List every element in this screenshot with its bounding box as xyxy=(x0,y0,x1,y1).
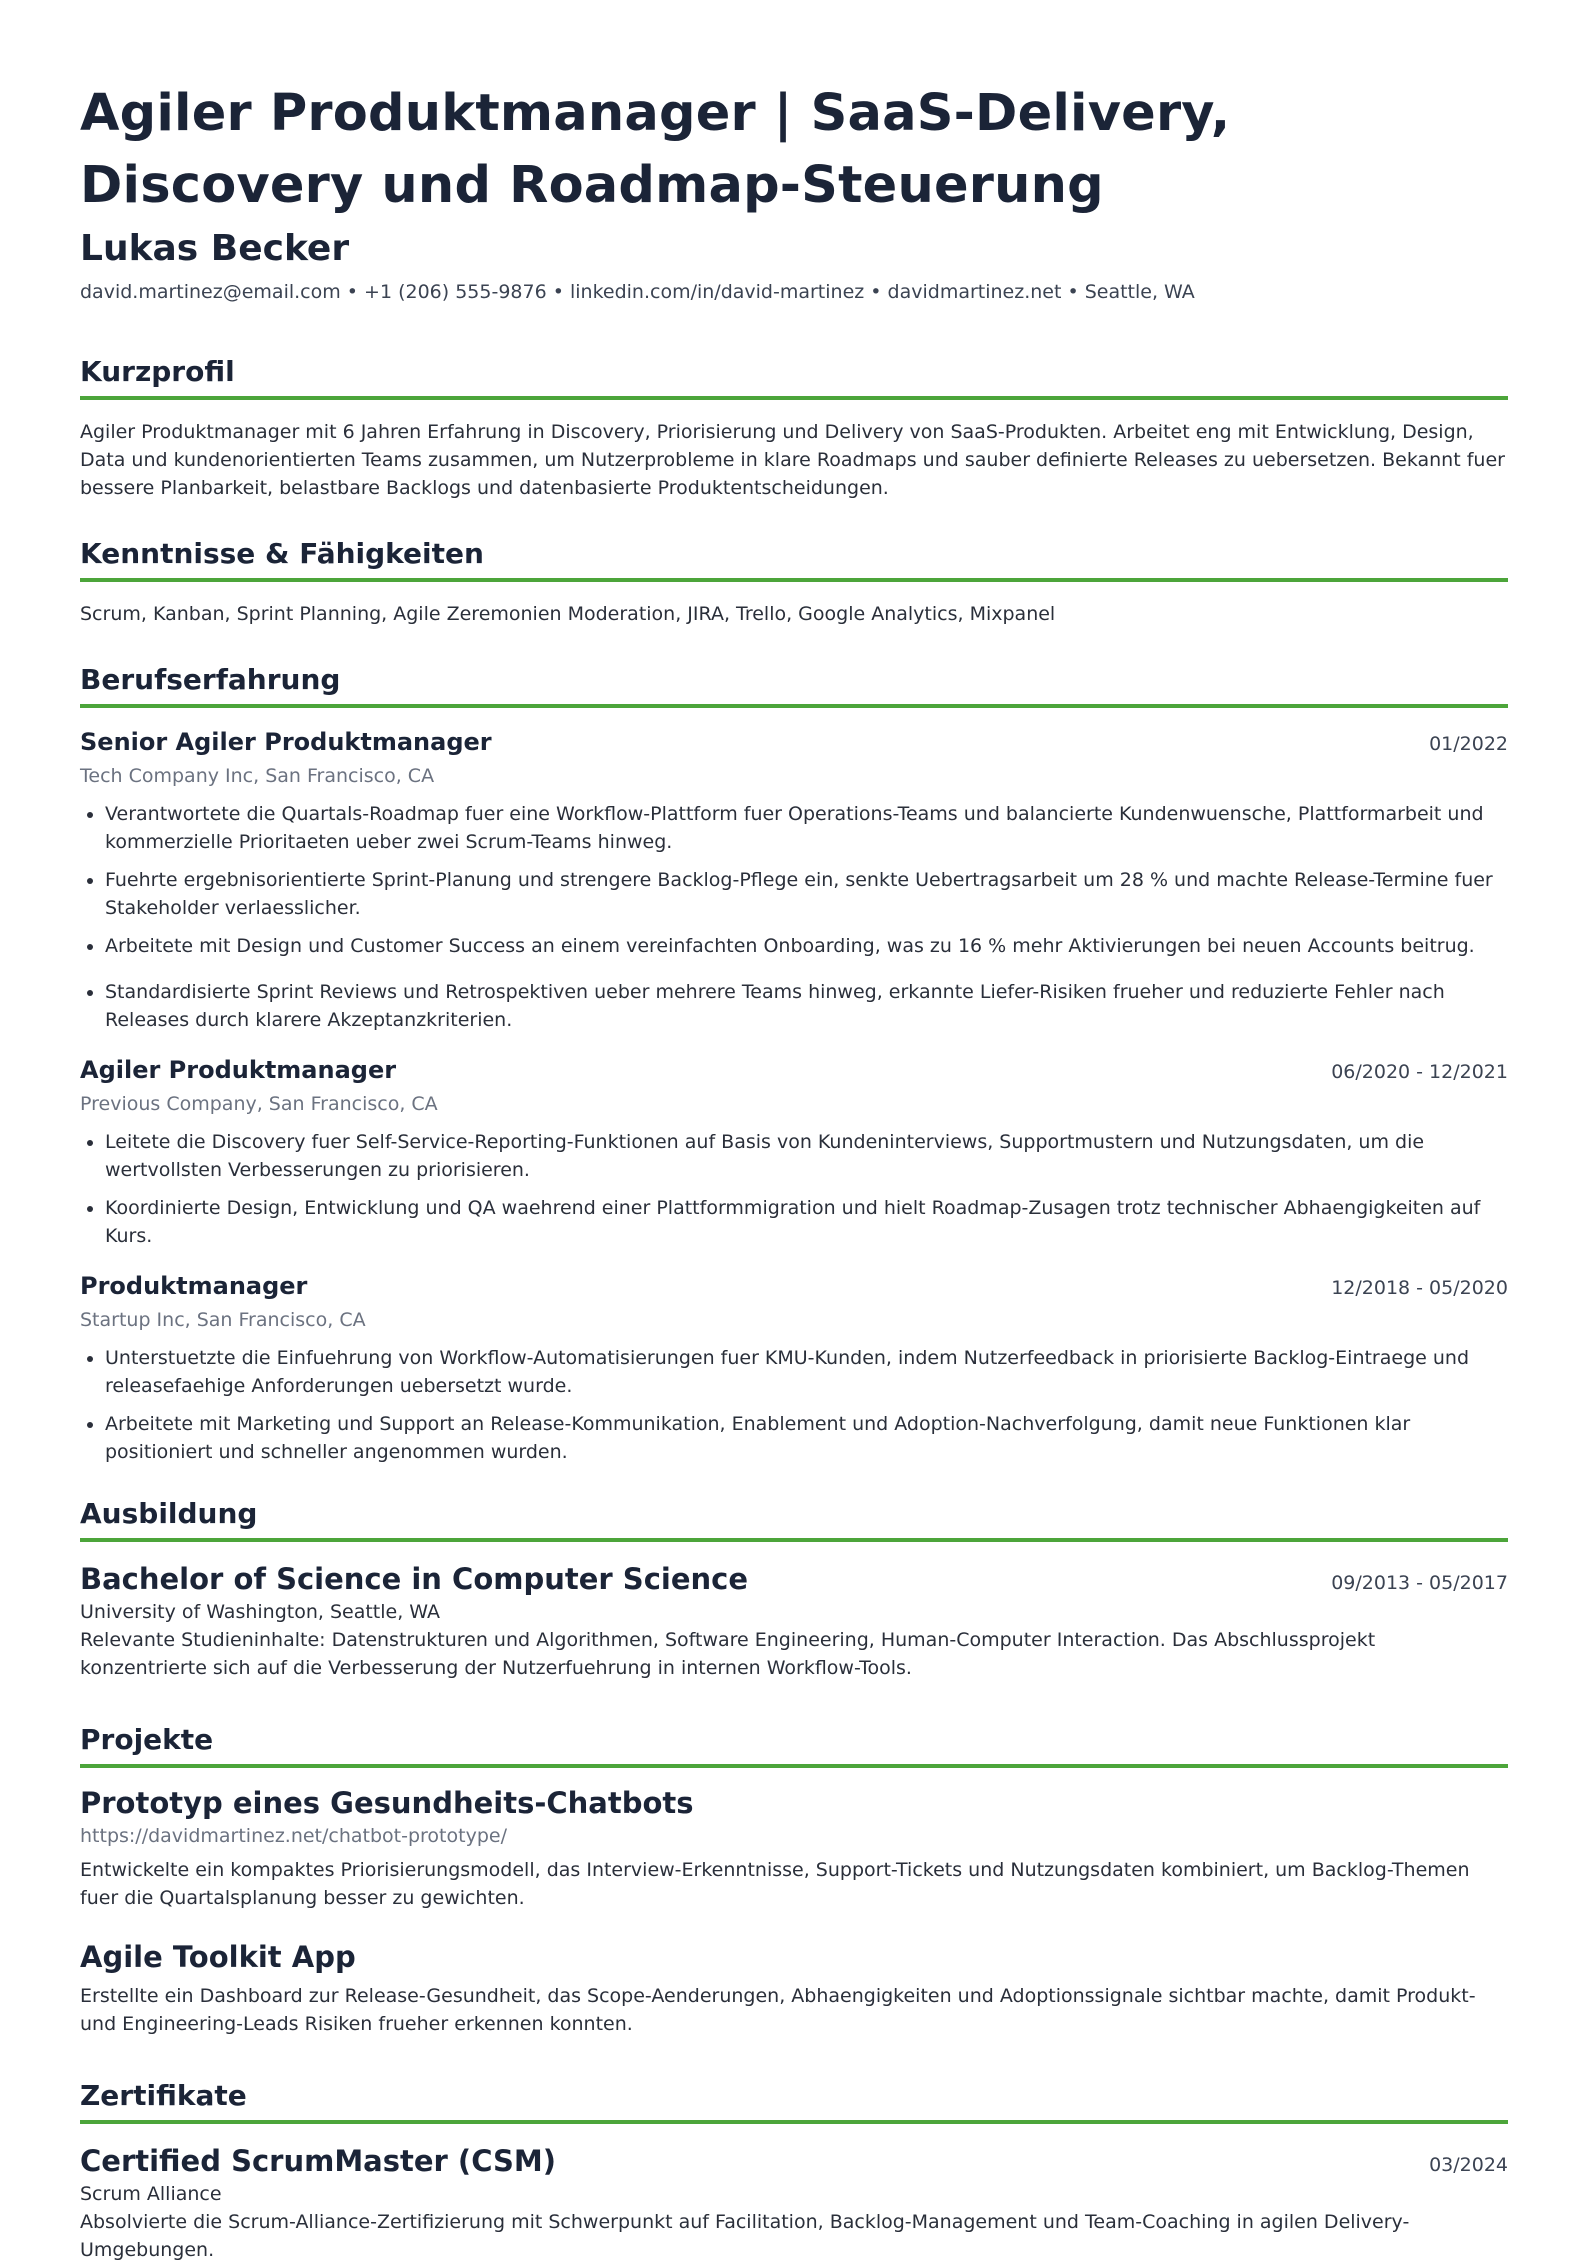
skills-text: Scrum, Kanban, Sprint Planning, Agile Zeremonien Moderation, JIRA, Trello, Google Analytics, Mixpanel xyxy=(80,603,1056,625)
certificates-heading: Zertifikate xyxy=(80,2078,1508,2124)
degree-title: Bachelor of Science in Computer Science xyxy=(80,1562,748,1596)
job-bullet: • Fuehrte ergebnisorientierte Sprint-Planung und strengere Backlog-Pflege ein, senkte Uebertragsarbeit um 28 % und machte Release-Termine fuer Stakeholder verlaesslicher. xyxy=(105,866,1508,922)
summary-text: Agiler Produktmanager mit 6 Jahren Erfahrung in Discovery, Priorisierung und Delivery von SaaS-Produkten. Arbeitet eng mit Entwicklung, Design, Data und kundenorientierten Teams zusammen, um Nutzerprobleme in klare Roadmaps und sauber definierte Releases zu uebersetzen. Bekannt fuer bessere Planbarkeit, belastbare Backlogs und datenbasierte Produktentscheidungen. xyxy=(80,421,1505,499)
experience-heading: Berufserfahrung xyxy=(80,662,1508,708)
certificate-entry xyxy=(80,2142,1508,2264)
certificate-title: Certified ScrumMaster (CSM) xyxy=(80,2144,557,2178)
project-entry xyxy=(80,1784,1508,1912)
summary-heading: Kurzprofil xyxy=(80,354,1508,400)
certificate-description: Absolvierte die Scrum-Alliance-Zertifizierung mit Schwerpunkt auf Facilitation, Backlog-Management und Team-Coaching in agilen Delivery-Umgebungen. xyxy=(80,2211,1410,2261)
job-bullet: • Verantwortete die Quartals-Roadmap fuer eine Workflow-Plattform fuer Operations-Teams und balancierte Kundenwuensche, Plattformarbeit und kommerzielle Prioritaeten ueber zwei Scrum-Teams hinweg. xyxy=(105,800,1508,856)
skills-heading: Kenntnisse & Fähigkeiten xyxy=(80,536,1508,582)
job-entry xyxy=(80,726,1508,1034)
job-bullet: • Arbeitete mit Marketing und Support an Release-Kommunikation, Enablement und Adoption-Nachverfolgung, damit neue Funktionen klar positioniert und schneller angenommen wurden. xyxy=(105,1410,1508,1466)
project-title: Agile Toolkit App xyxy=(80,1940,356,1974)
job-title: Senior Agiler Produktmanager xyxy=(80,728,492,756)
job-bullets xyxy=(80,1344,1508,1466)
resume-title: Agiler Produktmanager | SaaS-Delivery, Discovery und Roadmap-Steuerung xyxy=(80,84,1231,215)
project-description: Entwickelte ein kompaktes Priorisierungsmodell, das Interview-Erkenntnisse, Support-Tickets und Nutzungsdaten kombiniert, um Backlog-Themen fuer die Quartalsplanung besser zu gewichten. xyxy=(80,1859,1470,1909)
education-section xyxy=(80,1496,1508,1682)
certificate-date: 03/2024 xyxy=(1429,2154,1508,2176)
certificates-section xyxy=(80,2078,1508,2264)
projects-section xyxy=(80,1722,1508,2038)
job-company: Startup Inc, San Francisco, CA xyxy=(80,1309,366,1331)
job-bullets xyxy=(80,800,1508,1034)
education-entry xyxy=(80,1560,1508,1682)
contact-line: david.martinez@email.com • +1 (206) 555-9876 • linkedin.com/in/david-martinez • davidmartinez.net • Seattle, WA xyxy=(80,281,1195,303)
projects-heading: Projekte xyxy=(80,1722,1508,1768)
experience-section xyxy=(80,662,1508,1466)
job-date: 06/2020 - 12/2021 xyxy=(1331,1061,1508,1083)
job-date: 12/2018 - 05/2020 xyxy=(1331,1277,1508,1299)
job-bullet: • Unterstuetzte die Einfuehrung von Workflow-Automatisierungen fuer KMU-Kunden, indem Nutzerfeedback in priorisierte Backlog-Eintraege und releasefaehige Anforderungen uebersetzt wurde. xyxy=(105,1344,1508,1400)
project-link[interactable]: https://davidmartinez.net/chatbot-prototype/ xyxy=(80,1825,507,1847)
project-title: Prototyp eines Gesundheits-Chatbots xyxy=(80,1786,694,1820)
job-company: Tech Company Inc, San Francisco, CA xyxy=(80,765,435,787)
job-title: Produktmanager xyxy=(80,1272,308,1300)
job-bullet: • Koordinierte Design, Entwicklung und QA waehrend einer Plattformmigration und hielt Roadmap-Zusagen trotz technischer Abhaengigkeiten auf Kurs. xyxy=(105,1194,1508,1250)
job-company: Previous Company, San Francisco, CA xyxy=(80,1093,438,1115)
project-entry xyxy=(80,1938,1508,2038)
certificate-issuer: Scrum Alliance xyxy=(80,2183,222,2205)
education-heading: Ausbildung xyxy=(80,1496,1508,1542)
job-date: 01/2022 xyxy=(1429,733,1508,755)
school-name: University of Washington, Seattle, WA xyxy=(80,1601,441,1623)
job-bullet: • Arbeitete mit Design und Customer Success an einem vereinfachten Onboarding, was zu 16 % mehr Aktivierungen bei neuen Accounts beitrug. xyxy=(105,932,1508,960)
job-bullets xyxy=(80,1128,1508,1250)
job-bullet: • Leitete die Discovery fuer Self-Service-Reporting-Funktionen auf Basis von Kundeninterviews, Supportmustern und Nutzungsdaten, um die wertvollsten Verbesserungen zu priorisieren. xyxy=(105,1128,1508,1184)
skills-section xyxy=(80,536,1508,628)
job-bullet: • Standardisierte Sprint Reviews und Retrospektiven ueber mehrere Teams hinweg, erkannte Liefer-Risiken frueher und reduzierte Fehler nach Releases durch klarere Akzeptanzkriterien. xyxy=(105,978,1508,1034)
job-entry xyxy=(80,1270,1508,1466)
job-entry xyxy=(80,1054,1508,1250)
job-list xyxy=(80,726,1508,1466)
education-date: 09/2013 - 05/2017 xyxy=(1331,1572,1508,1594)
summary-section xyxy=(80,354,1508,502)
job-title: Agiler Produktmanager xyxy=(80,1056,397,1084)
project-description: Erstellte ein Dashboard zur Release-Gesundheit, das Scope-Aenderungen, Abhaengigkeiten und Adoptionssignale sichtbar machte, damit Produkt- und Engineering-Leads Risiken frueher erkennen konnten. xyxy=(80,1985,1476,2035)
education-details: Relevante Studieninhalte: Datenstrukturen und Algorithmen, Software Engineering, Human-Computer Interaction. Das Abschlussprojekt konzentrierte sich auf die Verbesserung der Nutzerfuehrung in internen Workflow-Tools. xyxy=(80,1629,1376,1679)
person-name: Lukas Becker xyxy=(80,228,350,269)
